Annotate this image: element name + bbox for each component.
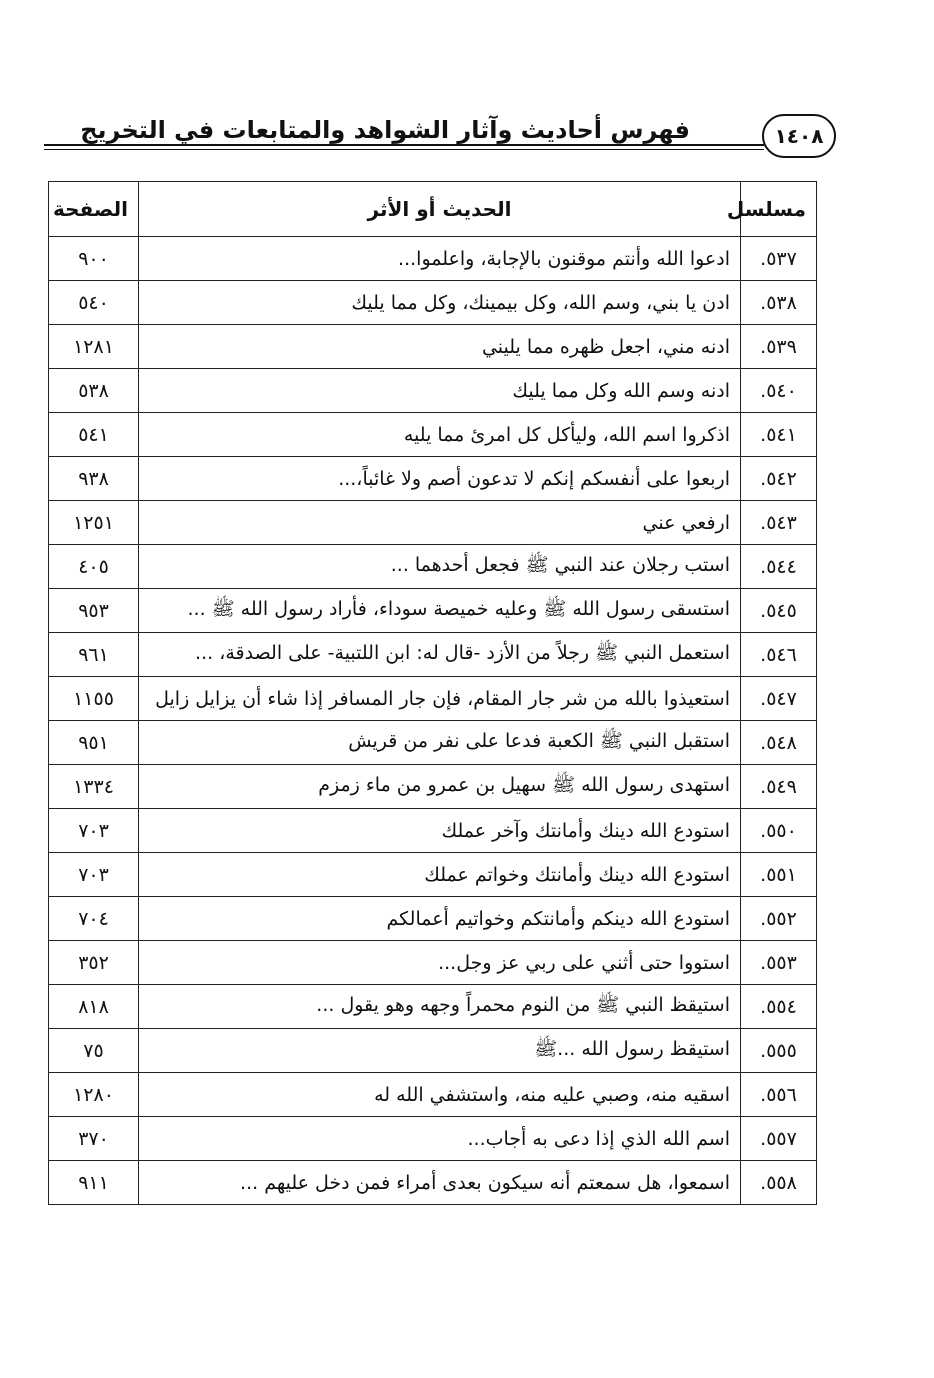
row-page: ٤٠٥ xyxy=(49,545,139,589)
row-text: ادن يا بني، وسم الله، وكل بيمينك، وكل مما يليك xyxy=(139,281,741,325)
row-page: ٧٥ xyxy=(49,1029,139,1073)
row-serial: ٥٥٤. xyxy=(741,985,817,1029)
row-page: ٨١٨ xyxy=(49,985,139,1029)
row-page: ٧٠٤ xyxy=(49,897,139,941)
row-serial: ٥٥٥. xyxy=(741,1029,817,1073)
row-serial: ٥٣٨. xyxy=(741,281,817,325)
table-row xyxy=(49,545,817,589)
row-page: ١٢٨٠ xyxy=(49,1073,139,1117)
row-page: ١٣٣٤ xyxy=(49,765,139,809)
table-row xyxy=(49,501,817,545)
row-text: اسم الله الذي إذا دعى به أجاب... xyxy=(139,1117,741,1161)
table-header-row xyxy=(49,182,817,237)
header-rule xyxy=(44,144,764,146)
row-page: ٩٦١ xyxy=(49,633,139,677)
row-serial: ٥٥٣. xyxy=(741,941,817,985)
table-row xyxy=(49,413,817,457)
row-page: ٧٠٣ xyxy=(49,809,139,853)
table-row xyxy=(49,853,817,897)
row-page: ٥٤١ xyxy=(49,413,139,457)
row-page: ٧٠٣ xyxy=(49,853,139,897)
row-serial: ٥٥٠. xyxy=(741,809,817,853)
row-serial: ٥٣٧. xyxy=(741,237,817,281)
row-serial: ٥٤٥. xyxy=(741,589,817,633)
row-text: ارفعي عني xyxy=(139,501,741,545)
row-page: ٩٠٠ xyxy=(49,237,139,281)
row-page: ٩٣٨ xyxy=(49,457,139,501)
row-serial: ٥٥٢. xyxy=(741,897,817,941)
table-row xyxy=(49,1073,817,1117)
row-serial: ٥٥٧. xyxy=(741,1117,817,1161)
row-text: ادعوا الله وأنتم موقنون بالإجابة، واعلموا... xyxy=(139,237,741,281)
table-row xyxy=(49,1161,817,1205)
row-serial: ٥٥٦. xyxy=(741,1073,817,1117)
row-text: استيقظ النبي ﷺ من النوم محمراً وجهه وهو يقول ... xyxy=(139,985,741,1029)
column-header-page: الصفحة xyxy=(49,182,139,237)
row-page: ٩٥١ xyxy=(49,721,139,765)
row-text: اذكروا اسم الله، وليأكل كل امرئ مما يليه xyxy=(139,413,741,457)
row-text: استعيذوا بالله من شر جار المقام، فإن جار المسافر إذا شاء أن يزايل زايل xyxy=(139,677,741,721)
table-row xyxy=(49,721,817,765)
table-row xyxy=(49,765,817,809)
table-row xyxy=(49,457,817,501)
table-row xyxy=(49,677,817,721)
table-row xyxy=(49,281,817,325)
table-row xyxy=(49,1029,817,1073)
row-page: ١٢٨١ xyxy=(49,325,139,369)
hadith-index-table xyxy=(48,181,817,1205)
table-row xyxy=(49,589,817,633)
row-page: ١٢٥١ xyxy=(49,501,139,545)
row-text: استسقى رسول الله ﷺ وعليه خميصة سوداء، فأراد رسول الله ﷺ ... xyxy=(139,589,741,633)
row-text: اسقيه منه، وصبي عليه منه، واستشفي الله له xyxy=(139,1073,741,1117)
row-text: استعمل النبي ﷺ رجلاً من الأزد -قال له: ابن اللتبية- على الصدقة، ... xyxy=(139,633,741,677)
table-row xyxy=(49,237,817,281)
column-header-serial: مسلسل xyxy=(741,182,817,237)
row-text: استقبل النبي ﷺ الكعبة فدعا على نفر من قريش xyxy=(139,721,741,765)
table-row xyxy=(49,941,817,985)
table-row xyxy=(49,633,817,677)
row-text: استهدى رسول الله ﷺ سهيل بن عمرو من ماء زمزم xyxy=(139,765,741,809)
row-serial: ٥٥١. xyxy=(741,853,817,897)
row-text: استب رجلان عند النبي ﷺ فجعل أحدهما ... xyxy=(139,545,741,589)
row-page: ٩٥٣ xyxy=(49,589,139,633)
row-serial: ٥٤٩. xyxy=(741,765,817,809)
row-text: استووا حتى أثني على ربي عز وجل... xyxy=(139,941,741,985)
row-text: استودع الله دينك وأمانتك وخواتم عملك xyxy=(139,853,741,897)
page-number: ١٤٠٨ xyxy=(762,114,836,158)
row-text: ادنه مني، اجعل ظهره مما يليني xyxy=(139,325,741,369)
row-serial: ٥٤٨. xyxy=(741,721,817,765)
row-text: ادنه وسم الله وكل مما يليك xyxy=(139,369,741,413)
row-page: ٣٥٢ xyxy=(49,941,139,985)
row-page: ٥٤٠ xyxy=(49,281,139,325)
row-serial: ٥٤٠. xyxy=(741,369,817,413)
page-header xyxy=(44,104,836,160)
row-page: ٣٧٠ xyxy=(49,1117,139,1161)
row-text: اربعوا على أنفسكم إنكم لا تدعون أصم ولا غائباً،... xyxy=(139,457,741,501)
row-serial: ٥٤٤. xyxy=(741,545,817,589)
table-row xyxy=(49,1117,817,1161)
row-text: اسمعوا، هل سمعتم أنه سيكون بعدى أمراء فمن دخل عليهم ... xyxy=(139,1161,741,1205)
row-page: ١١٥٥ xyxy=(49,677,139,721)
row-serial: ٥٤٦. xyxy=(741,633,817,677)
row-text: استيقظ رسول الله ...ﷺ xyxy=(139,1029,741,1073)
column-header-text: الحديث أو الأثر xyxy=(139,182,741,237)
row-serial: ٥٤١. xyxy=(741,413,817,457)
running-title: فهرس أحاديث وآثار الشواهد والمتابعات في التخريج xyxy=(80,116,690,144)
row-text: استودع الله دينكم وأمانتكم وخواتيم أعمالكم xyxy=(139,897,741,941)
table-row xyxy=(49,325,817,369)
header-rule-thin xyxy=(44,149,764,150)
row-page: ٩١١ xyxy=(49,1161,139,1205)
table-row xyxy=(49,897,817,941)
table-row xyxy=(49,809,817,853)
row-serial: ٥٤٣. xyxy=(741,501,817,545)
table-row xyxy=(49,985,817,1029)
row-serial: ٥٤٢. xyxy=(741,457,817,501)
row-serial: ٥٣٩. xyxy=(741,325,817,369)
row-serial: ٥٤٧. xyxy=(741,677,817,721)
row-serial: ٥٥٨. xyxy=(741,1161,817,1205)
row-text: استودع الله دينك وأمانتك وآخر عملك xyxy=(139,809,741,853)
row-page: ٥٣٨ xyxy=(49,369,139,413)
table-row xyxy=(49,369,817,413)
